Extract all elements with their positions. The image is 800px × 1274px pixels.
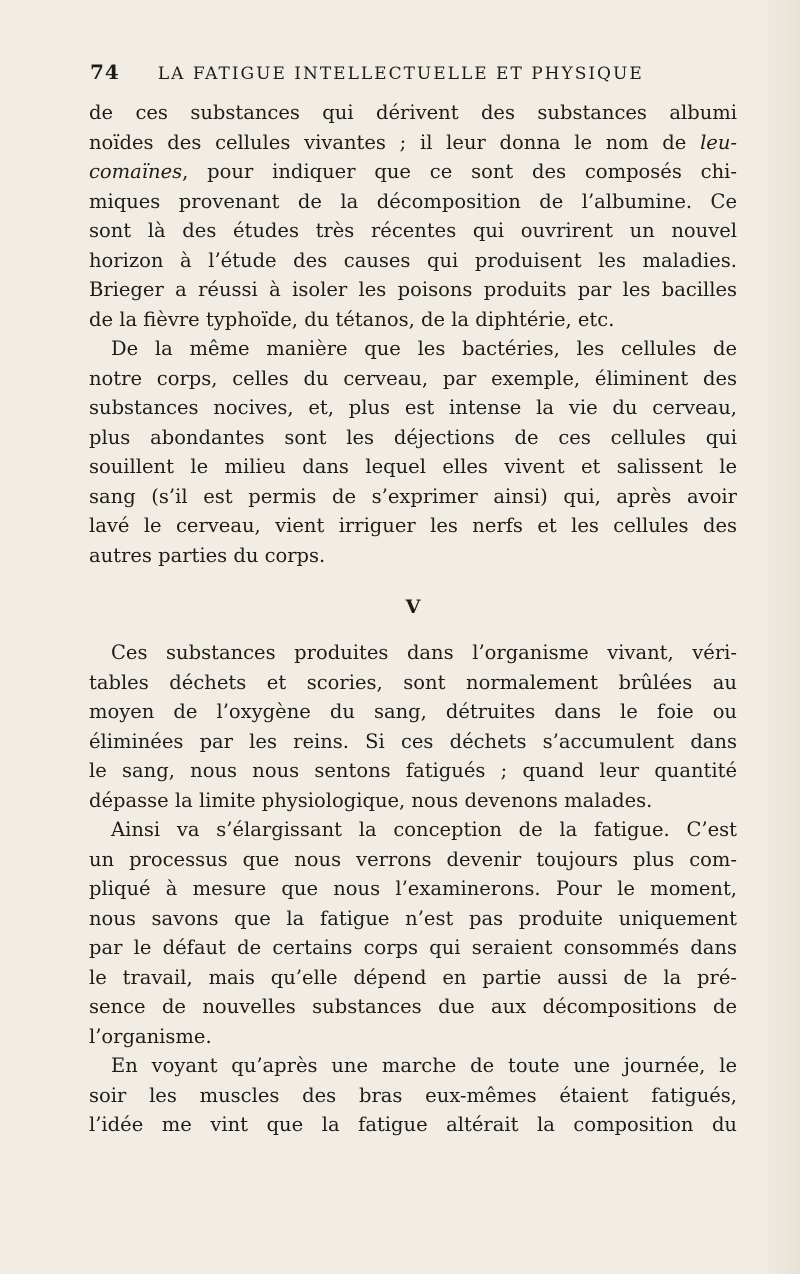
- text-line: souillent le milieu dans lequel elles vivent et salissent le: [89, 455, 737, 478]
- text-line: soir les muscles des bras eux-mêmes étaient fatigués,: [89, 1083, 737, 1107]
- paragraph-3: [89, 638, 737, 815]
- text-line: par le défaut de certains corps qui seraient consommés dans: [89, 936, 737, 959]
- italic-term-leu: leu-: [700, 130, 737, 154]
- text-line: autres parties du corps.: [89, 543, 326, 567]
- text-line: Ainsi va s’élargissant la conception de la fatigue. C’est: [111, 818, 737, 841]
- text-line: l’idée me vint que la fatigue altérait la composition du: [89, 1113, 737, 1136]
- text-line: de la fièvre typhoïde, du tétanos, de la diphtérie, etc.: [89, 307, 615, 331]
- text-fragment: noïdes des cellules vivantes ; il leur donna le nom de: [89, 130, 701, 154]
- text-line: substances nocives, et, plus est intense la vie du cerveau,: [89, 396, 737, 419]
- text-line: notre corps, celles du cerveau, par exemple, éliminent des: [89, 366, 737, 390]
- paragraph-4: [89, 815, 737, 1051]
- text-line: nous savons que la fatigue n’est pas produite uniquement: [89, 906, 737, 930]
- text-line: miques provenant de la décomposition de l’albumine. Ce: [89, 189, 737, 213]
- section-heading: V: [405, 596, 421, 618]
- text-line: le sang, nous nous sentons fatigués ; quand leur quantité: [89, 759, 737, 782]
- text-line: [89, 128, 737, 158]
- text-line: sont là des études très récentes qui ouvrirent un nouvel: [89, 219, 737, 242]
- text-line: sang (s’il est permis de s’exprimer ainsi) qui, après avoir: [89, 484, 737, 508]
- running-title: LA FATIGUE INTELLECTUELLE ET PHYSIQUE: [157, 64, 644, 84]
- body-text: [89, 98, 737, 1140]
- paragraph-2: [89, 334, 737, 570]
- text-line: moyen de l’oxygène du sang, détruites dans le foie ou: [89, 700, 737, 723]
- text-line: le travail, mais qu’elle dépend en partie aussi de la pré-: [89, 965, 737, 989]
- page-number: 74: [90, 60, 120, 84]
- text-line: l’organisme.: [89, 1024, 212, 1048]
- page-header: [90, 60, 730, 90]
- text-line: [89, 157, 737, 187]
- text-line: éliminées par les reins. Si ces déchets s’accumulent dans: [89, 729, 737, 753]
- text-line: sence de nouvelles substances due aux décompositions de: [89, 995, 737, 1018]
- text-line: De la même manière que les bactéries, les cellules de: [111, 337, 737, 360]
- text-line: un processus que nous verrons devenir toujours plus com-: [89, 847, 737, 871]
- text-line: Brieger a réussi à isoler les poisons produits par les bacilles: [89, 278, 737, 301]
- text-line: lavé le cerveau, vient irriguer les nerfs et les cellules des: [89, 514, 737, 537]
- text-line: horizon à l’étude des causes qui produisent les maladies.: [89, 248, 737, 272]
- text-line: dépasse la limite physiologique, nous devenons malades.: [89, 788, 653, 812]
- paragraph-5: [89, 1051, 737, 1140]
- paragraph-1: [89, 98, 737, 334]
- italic-term-comaines: comaïnes: [89, 160, 183, 183]
- page-edge-shadow: [760, 0, 800, 1274]
- text-fragment: , pour indiquer que ce sont des composés chi-: [182, 160, 737, 183]
- text-line: En voyant qu’après une marche de toute une journée, le: [111, 1054, 737, 1077]
- text-line: plus abondantes sont les déjections de ces cellules qui: [89, 425, 737, 449]
- text-line: Ces substances produites dans l’organisme vivant, véri-: [111, 641, 737, 664]
- text-line: tables déchets et scories, sont normalement brûlées au: [89, 670, 737, 694]
- text-line: de ces substances qui dérivent des substances albumi: [89, 101, 737, 124]
- text-line: pliqué à mesure que nous l’examinerons. Pour le moment,: [89, 877, 737, 900]
